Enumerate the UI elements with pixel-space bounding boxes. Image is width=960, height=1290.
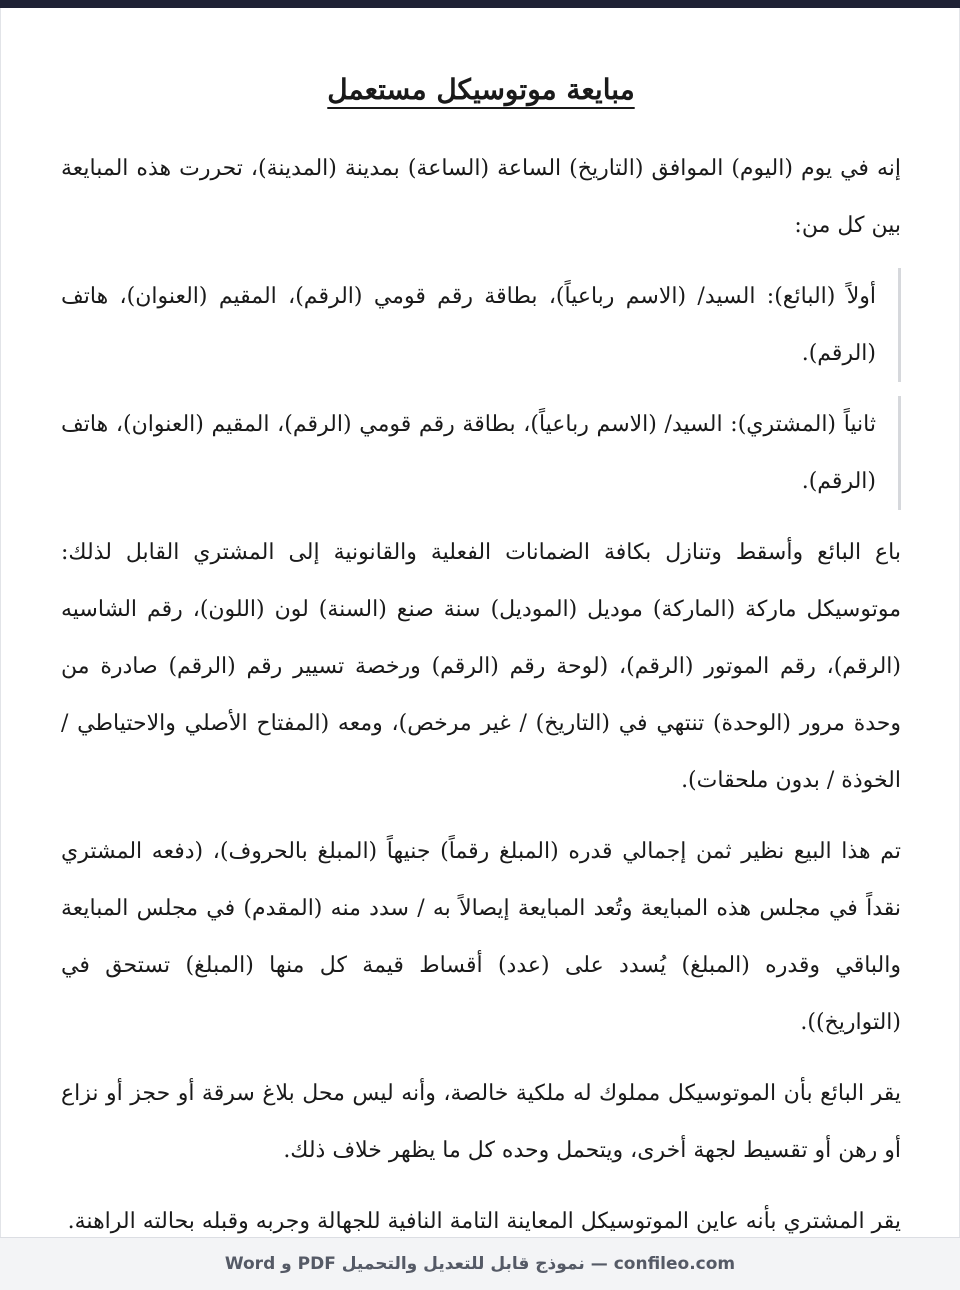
footer-bar xyxy=(0,1237,960,1290)
intro-paragraph: إنه في يوم (اليوم) الموافق (التاريخ) الساعة (الساعة) بمدينة (المدينة)، تحررت هذه المبايعة بين كل من: xyxy=(61,156,901,238)
footer-text: نموذج قابل للتعديل والتحميل PDF و Word xyxy=(224,1254,585,1274)
party-seller: أولاً (البائع): السيد/ (الاسم رباعياً)، بطاقة رقم قومي (الرقم)، المقيم (العنوان)، هاتف (الرقم). xyxy=(61,268,901,382)
document-page xyxy=(0,8,960,1238)
footer-separator: — xyxy=(590,1254,608,1274)
seller-declaration-paragraph: يقر البائع بأن الموتوسيكل مملوك له ملكية خالصة، وأنه ليس محل بلاغ سرقة أو حجز أو نزاع أو رهن أو تقسيط لجهة أخرى، ويتحمل وحده كل ما يظهر خلاف ذلك. xyxy=(61,1081,901,1163)
sale-clause-paragraph: باع البائع وأسقط وتنازل بكافة الضمانات الفعلية والقانونية إلى المشتري القابل لذلك: موتوسيكل ماركة (الماركة) موديل (الموديل) سنة صنع (السنة) لون (اللون)، رقم الشاسيه (الرقم)، رقم الموتور (الرقم)، (لوحة رقم (الرقم) ورخصة تسيير رقم (الرقم) صادرة من وحدة مرور (الوحدة) تنتهي في (التاريخ) / غير مرخص)، ومعه (المفتاح الأصلي والاحتياطي / الخوذة / بدون ملحقات). xyxy=(61,540,902,793)
document-title: مبايعة موتوسيكل مستعمل xyxy=(327,73,635,106)
party-buyer: ثانياً (المشتري): السيد/ (الاسم رباعياً)، بطاقة رقم قومي (الرقم)، المقيم (العنوان)، هاتف (الرقم). xyxy=(61,396,901,510)
top-accent-bar xyxy=(0,0,960,8)
price-clause-paragraph: تم هذا البيع نظير ثمن إجمالي قدره (المبلغ رقماً) جنيهاً (المبلغ بالحروف)، (دفعه المشتري نقداً في مجلس هذه المبايعة وتُعد المبايعة إيصالاً به / سدد منه (المقدم) في مجلس المبايعة والباقي وقدره (المبلغ) يُسدد على (عدد) أقساط قيمة كل منها (المبلغ) تستحق في (التواريخ)). xyxy=(61,839,901,1035)
footer-site-link[interactable]: confileo.com xyxy=(613,1254,736,1274)
buyer-declaration-paragraph: يقر المشتري بأنه عاين الموتوسيكل المعاينة التامة النافية للجهالة وجربه وقبله بحالته الراهنة. xyxy=(67,1209,901,1234)
